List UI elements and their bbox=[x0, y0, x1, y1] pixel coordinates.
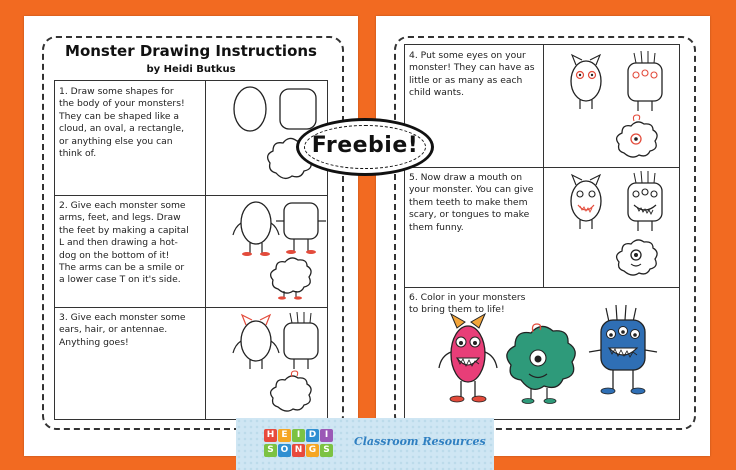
step-6-text: 6. Color in your monsters to bring them to life! bbox=[409, 292, 526, 316]
logo-block: O bbox=[278, 444, 291, 457]
step-2-text: 2. Give each monster some arms, feet, and legs. Draw the feet by making a capital L and then drawing a hot- dog on the bottom of it! The arms can be a smile or a lower case T on it's side. bbox=[59, 200, 189, 286]
blue-monster bbox=[589, 305, 657, 394]
instruction-grid bbox=[54, 80, 328, 420]
step-4-text: 4. Put some eyes on your monster! They can have as little or as many as each child wants. bbox=[409, 50, 535, 99]
step-4-eyes-illustration bbox=[544, 45, 679, 167]
green-monster bbox=[507, 324, 575, 404]
badge-text: Freebie! bbox=[311, 133, 419, 158]
brand-banner bbox=[236, 418, 494, 470]
logo-block: N bbox=[292, 444, 305, 457]
step-3-ears-illustration bbox=[206, 307, 327, 419]
instruction-grid bbox=[404, 44, 680, 420]
left-worksheet-page bbox=[24, 16, 358, 456]
heidi-songs-logo bbox=[264, 429, 344, 461]
logo-block: S bbox=[320, 444, 333, 457]
step-6-colored-monsters-illustration bbox=[405, 288, 679, 419]
right-worksheet-page bbox=[376, 16, 710, 456]
logo-block: S bbox=[264, 444, 277, 457]
logo-block: I bbox=[292, 429, 305, 442]
step-5-mouths-illustration bbox=[544, 167, 679, 287]
pink-monster bbox=[439, 314, 497, 402]
logo-block: E bbox=[278, 429, 291, 442]
step-3-text: 3. Give each monster some ears, hair, or antennae. Anything goes! bbox=[59, 312, 186, 348]
banner-text: Classroom Resources bbox=[354, 435, 486, 448]
page-author: by Heidi Butkus bbox=[146, 64, 236, 75]
logo-block: G bbox=[306, 444, 319, 457]
freebie-badge bbox=[296, 118, 434, 176]
step-1-text: 1. Draw some shapes for the body of your monsters! They can be shaped like a cloud, an oval, a rectangle, or anything else you can think of. bbox=[59, 86, 185, 160]
logo-block: D bbox=[306, 429, 319, 442]
logo-block: I bbox=[320, 429, 333, 442]
step-5-text: 5. Now draw a mouth on your monster. You can give them teeth to make them scary, or tongues to make them funny. bbox=[409, 172, 534, 233]
page-title: Monster Drawing Instructions bbox=[65, 42, 317, 60]
step-2-limbs-illustration bbox=[206, 195, 327, 307]
logo-block: H bbox=[264, 429, 277, 442]
